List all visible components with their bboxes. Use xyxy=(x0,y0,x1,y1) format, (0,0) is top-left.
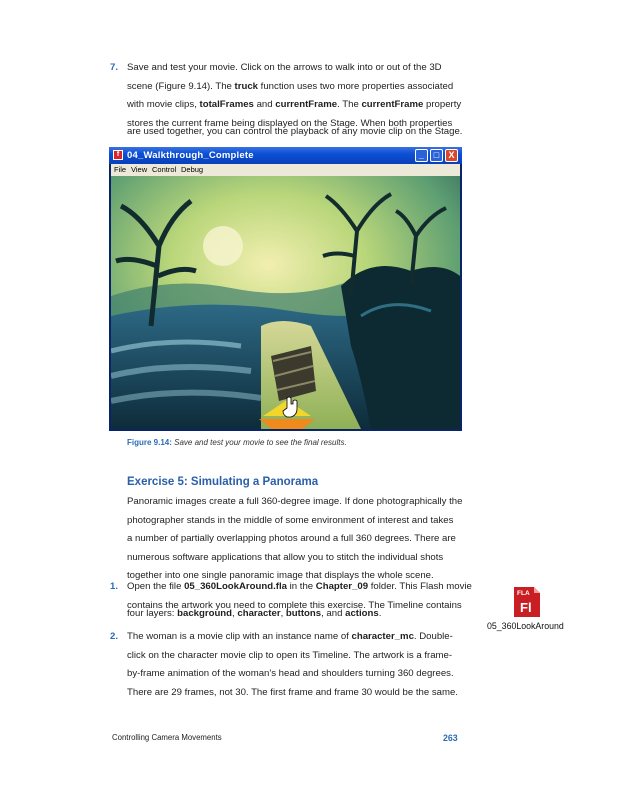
step-2-number: 2. xyxy=(110,631,119,642)
movie-stage xyxy=(111,176,460,429)
figure-caption-text: Save and test your movie to see the final results. xyxy=(174,438,347,447)
window-menu-bar xyxy=(111,164,460,176)
step-7-line-3: with movie clips, totalFrames and currentFrame. The currentFrame property xyxy=(127,99,462,110)
window-title: 04_Walkthrough_Complete xyxy=(127,150,254,161)
step-2-line-2: click on the character movie clip to open its Timeline. The artwork is a frame- xyxy=(127,649,453,661)
figure-caption xyxy=(127,437,347,449)
flash-player-window xyxy=(109,147,462,431)
flash-app-icon: f xyxy=(113,150,123,160)
step-7-number: 7. xyxy=(110,62,119,73)
step-1-line-1: Open the file 05_360LookAround.fla in the Chapter_09 folder. This Flash movie xyxy=(127,581,472,592)
step-7-line-1: Save and test your movie. Click on the arrows to walk into or out of the 3D xyxy=(127,62,442,73)
fla-glyph: Fl xyxy=(520,600,532,615)
step-1-line-3: four layers: background, character, buttons, and actions. xyxy=(127,608,382,619)
step-2-line-3: by-frame animation of the woman's head and shoulders turning 360 degrees. xyxy=(127,668,454,679)
menu-control[interactable]: Control xyxy=(152,165,177,174)
exercise-line-5: together into one single panoramic image that displays the whole scene. xyxy=(127,570,434,581)
menu-debug[interactable]: Debug xyxy=(181,165,204,174)
exercise-line-3: a number of partially overlapping photos around a full 360 degrees. There are xyxy=(127,533,456,544)
step-7-line-5: are used together, you can control the playback of any movie clip on the Stage. xyxy=(127,126,463,137)
exercise-line-2: photographer stands in the middle of some environment of interest and takes xyxy=(127,514,454,526)
step-2-line-4: There are 29 frames, not 30. The first frame and frame 30 would be the same. xyxy=(127,686,458,698)
step-1-number: 1. xyxy=(110,581,119,592)
fla-file-name: 05_360LookAround xyxy=(487,621,564,631)
minimize-button[interactable]: _ xyxy=(415,149,428,162)
menu-file[interactable]: File xyxy=(114,165,127,174)
step-7-line-4: stores the current frame being displayed on the Stage. When both properties xyxy=(127,117,453,129)
step-7-line-2: scene (Figure 9.14). The truck function uses two more properties associated xyxy=(127,80,454,92)
maximize-button[interactable]: □ xyxy=(430,149,443,162)
exercise-line-1: Panoramic images create a full 360-degree image. If done photographically the xyxy=(127,496,463,507)
close-button[interactable]: X xyxy=(445,149,458,162)
menu-view[interactable]: View xyxy=(131,165,148,174)
exercise-line-4: numerous software applications that allow you to stitch the individual shots xyxy=(127,551,444,563)
fla-file-icon[interactable] xyxy=(510,585,544,619)
window-title-bar[interactable] xyxy=(109,147,462,164)
step-2-line-1: The woman is a movie clip with an instance name of character_mc. Double- xyxy=(127,631,453,642)
exercise-heading: Exercise 5: Simulating a Panorama xyxy=(127,476,319,488)
footer-chapter-title: Controlling Camera Movements xyxy=(112,733,222,742)
haunted-landscape-illustration xyxy=(111,176,460,429)
figure-label: Figure 9.14: xyxy=(127,438,172,447)
moon xyxy=(203,226,243,266)
page-number: 263 xyxy=(443,733,458,743)
fla-badge: FLA xyxy=(517,590,530,597)
step-1-line-2: contains the artwork you need to complete this exercise. The Timeline contains xyxy=(127,599,462,611)
